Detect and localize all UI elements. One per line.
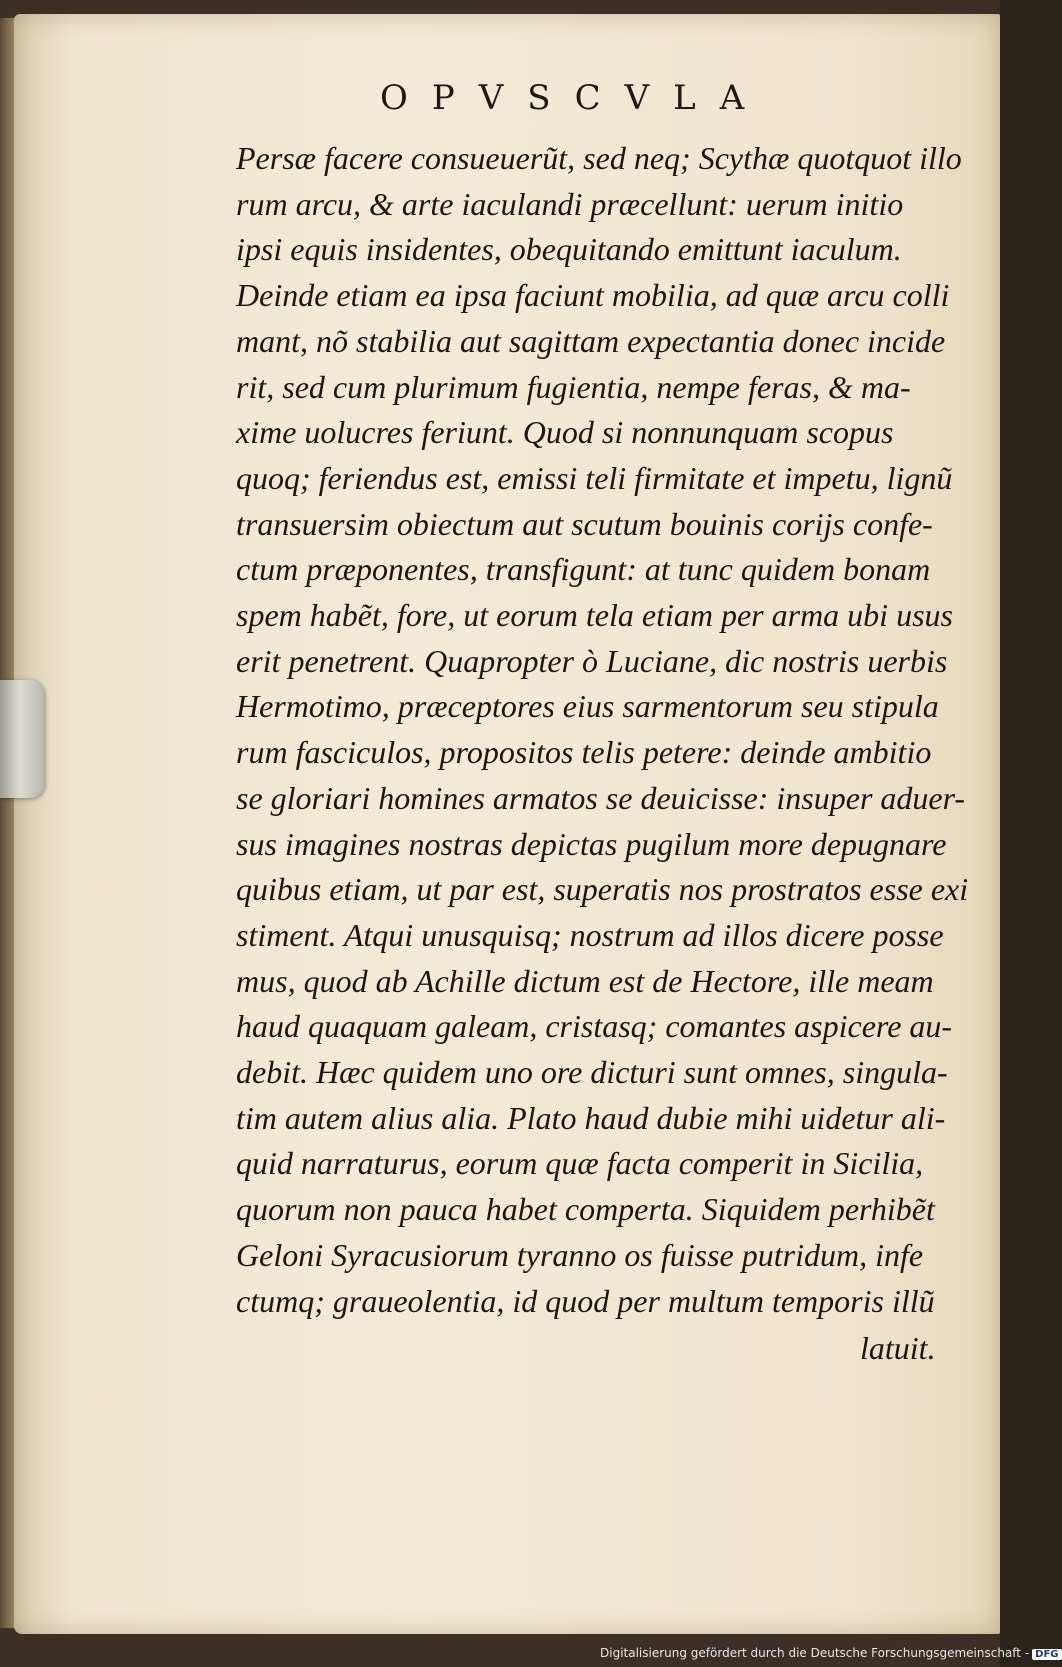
text-line: sus imagines nostras depictas pugilum more depugnare	[236, 825, 947, 862]
text-line: quid narraturus, eorum quæ facta comperit in Sicilia,	[236, 1145, 924, 1182]
text-line: ipsi equis insidentes, obequitando emittunt iaculum.	[236, 231, 902, 268]
text-line: mant, nõ stabilia aut sagittam expectantia donec incide	[236, 322, 946, 359]
text-line: debit. Hæc quidem uno ore dicturi sunt omnes, singula-	[236, 1054, 948, 1091]
text-line: se gloriari homines armatos se deuicisse: insuper aduer-	[236, 779, 966, 816]
dfg-logo: DFG	[1032, 1649, 1061, 1660]
text-line: mus, quod ab Achille dictum est de Hectore, ille meam	[236, 962, 934, 999]
text-line: quoq; feriendus est, emissi teli firmitate et impetu, lignũ	[236, 459, 953, 496]
text-line: transuersim obiectum aut scutum bouinis corijs confe-	[236, 505, 933, 542]
text-line: Hermotimo, præceptores eius sarmentorum seu stipula	[236, 688, 939, 725]
text-line: quorum non pauca habet comperta. Siquidem perhibẽt	[236, 1191, 935, 1228]
credit-text: Digitalisierung gefördert durch die Deutsche Forschungsgemeinschaft -	[600, 1646, 1030, 1660]
text-line: rum fasciculos, propositos telis petere: deinde ambitio	[236, 734, 932, 771]
text-line: rum arcu, & arte iaculandi præcellunt: uerum initio	[236, 185, 904, 222]
text-line: ctumq; graueolentia, id quod per multum temporis illũ	[236, 1282, 935, 1319]
text-line: quibus etiam, ut par est, superatis nos prostratos esse exi	[236, 871, 969, 908]
text-line: ctum præponentes, transfigunt: at tunc quidem bonam	[236, 551, 931, 588]
text-line: haud quaquam galeam, cristasq; comantes aspicere au-	[236, 1008, 953, 1045]
catchword: latuit.	[860, 1330, 936, 1366]
text-line: Deinde etiam ea ipsa faciunt mobilia, ad quæ arcu colli	[236, 277, 950, 314]
text-line: stiment. Atqui unusquisq; nostrum ad illos dicere posse	[236, 916, 944, 953]
text-line: erit penetrent. Quapropter ò Luciane, dic nostris uerbis	[236, 642, 948, 679]
book-clasp	[0, 680, 44, 798]
body-text	[236, 136, 976, 1324]
page-header: OPVSCVLA	[380, 78, 769, 118]
text-line: spem habẽt, fore, ut eorum tela etiam per arma ubi usus	[236, 597, 953, 634]
text-line: xime uolucres feriunt. Quod si nonnunquam scopus	[236, 414, 894, 451]
text-line: Persæ facere consueuerũt, sed neq; Scythæ quotquot illo	[236, 140, 962, 176]
digitization-credit	[600, 1646, 1059, 1660]
text-line: Geloni Syracusiorum tyranno os fuisse putridum, infe	[236, 1236, 924, 1273]
text-line: rit, sed cum plurimum fugientia, nempe feras, & ma-	[236, 368, 911, 405]
text-line: tim autem alius alia. Plato haud dubie mihi uidetur ali-	[236, 1099, 946, 1136]
